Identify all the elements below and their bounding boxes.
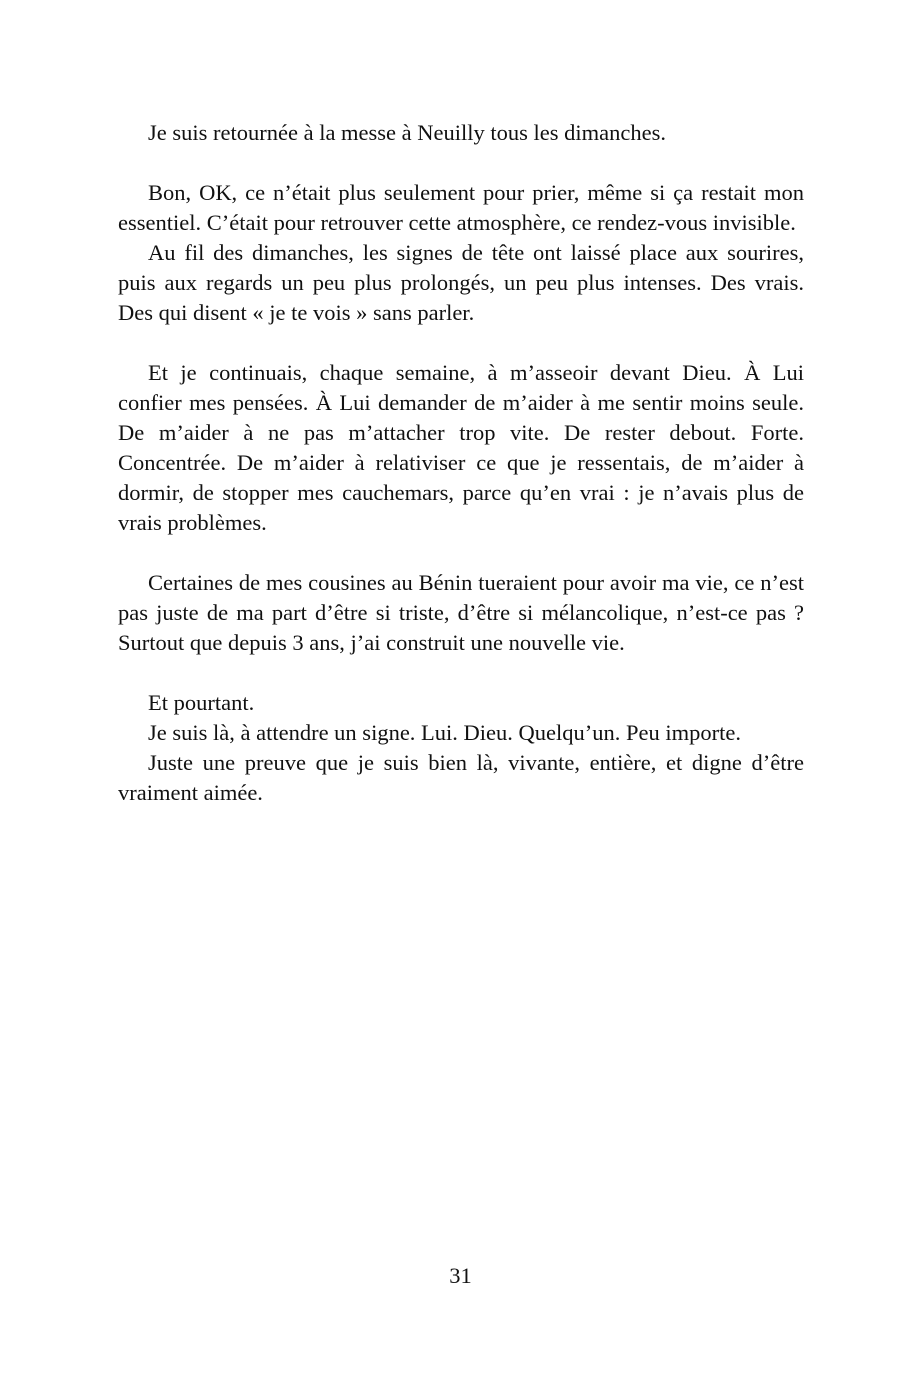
paragraph: Certaines de mes cousines au Bénin tueraient pour avoir ma vie, ce n’est pas juste de ma part d’être si triste, d’être si mélancolique, n’est-ce pas ? Surtout que depuis 3 ans, j’ai construit une nouvelle vie. bbox=[118, 570, 804, 655]
paragraph: Je suis retournée à la messe à Neuilly tous les dimanches. bbox=[148, 120, 666, 145]
paragraph: Au fil des dimanches, les signes de tête ont laissé place aux sourires, puis aux regards un peu plus prolongés, un peu plus intenses. Des vrais. Des qui disent « je te vois » sans parler. bbox=[118, 240, 804, 325]
paragraph-gap bbox=[118, 538, 804, 568]
paragraph: Je suis là, à attendre un signe. Lui. Dieu. Quelqu’un. Peu importe. bbox=[148, 720, 741, 745]
page-body bbox=[118, 118, 804, 808]
paragraph: Et pourtant. bbox=[148, 690, 255, 715]
paragraph-gap bbox=[118, 148, 804, 178]
page-number: 31 bbox=[449, 1263, 472, 1288]
paragraph-gap bbox=[118, 328, 804, 358]
paragraph: Et je continuais, chaque semaine, à m’asseoir devant Dieu. À Lui confier mes pensées. À Lui demander de m’aider à me sentir moins seule. De m’aider à ne pas m’attacher trop vite. De rester debout. Forte. Concentrée. De m’aider à relativiser ce que je ressentais, de m’aider à dormir, de stopper mes cauchemars, parce qu’en vrai : je n’avais plus de vrais problèmes. bbox=[118, 360, 804, 535]
paragraph-gap bbox=[118, 658, 804, 688]
paragraph: Juste une preuve que je suis bien là, vivante, entière, et digne d’être vraiment aimée. bbox=[118, 750, 804, 805]
paragraph: Bon, OK, ce n’était plus seulement pour prier, même si ça restait mon essentiel. C’était pour retrouver cette atmosphère, ce rendez-vous invisible. bbox=[118, 180, 804, 235]
